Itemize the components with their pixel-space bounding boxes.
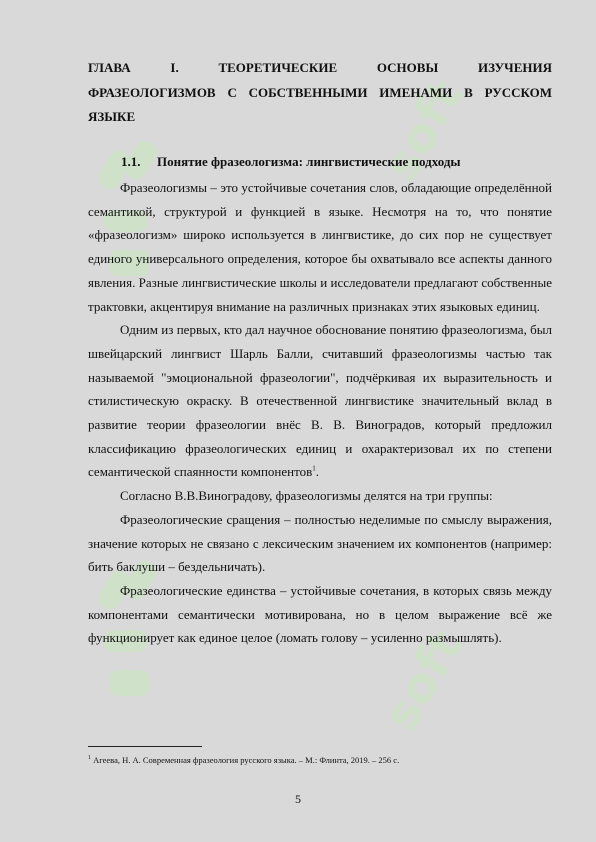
paragraph: Фразеологические единства – устойчивые сочетания, в которых связь между компонентами семантически мотивирована, но в целом выражение всё же функционирует как единое целое (ломать голову – усиленно размышлять). (88, 582, 552, 646)
paragraph: Согласно В.В.Виноградову, фразеологизмы делятся на три группы: (120, 488, 493, 504)
footnote (88, 752, 552, 766)
footnote-mark: 1 (88, 755, 91, 761)
footnote-text: Агеева, Н. А. Современная фразеология русского языка. – М.: Флинта, 2019. – 256 с. (93, 754, 400, 765)
footnote-ref[interactable]: 1 (312, 465, 316, 474)
paragraph: Фразеологизмы – это устойчивые сочетания слов, обладающие определённой семантикой, структурой и функцией в языке. Несмотря на то, что понятие «фразеологизм» широко используется в лингвистике, до сих пор не существует единого универсального определения, которое бы охватывало все аспекты данного явления. Разные лингвистические школы и исследователи предлагают собственные трактовки, акцентируя внимание на различных признаках этих языковых единиц. (88, 180, 552, 314)
chapter-title-rest: ФРАЗЕОЛОГИЗМОВ С СОБСТВЕННЫМИ ИМЕНАМИ В РУССКОМ ЯЗЫКЕ (88, 84, 552, 124)
watermark-text: soft (373, 70, 475, 190)
paragraph-end: . (315, 464, 320, 480)
section-number: 1.1. (121, 154, 141, 169)
paragraph (88, 318, 552, 484)
page-number: 5 (295, 792, 301, 806)
paragraph-text: Одним из первых, кто дал научное обоснование понятию фразеологизма, был швейцарский лингвист Шарль Балли, считавший фразеологизмы частью так называемой "эмоциональной фразеологии", подчёркивая их выразительность и стилистическую окраску. В отечественной лингвистике значительный вклад в развитие теории фразеологии внёс В. В. Виноградов, который предложил классификацию фразеологических единиц и охарактеризовал их по степени семантической спаянности компонентов (88, 322, 552, 480)
body-text (88, 176, 552, 650)
section-title: Понятие фразеологизма: лингвистические подходы (157, 154, 461, 169)
footnote-divider (88, 746, 202, 747)
paragraph: Фразеологические сращения – полностью неделимые по смыслу выражения, значение которых не связано с лексическим значением их компонентов (например: бить баклуши – бездельничать). (88, 511, 552, 575)
chapter-title-line1: ГЛАВА I. ТЕОРЕТИЧЕСКИЕ ОСНОВЫ ИЗУЧЕНИЯ (88, 60, 552, 75)
chapter-title (88, 56, 552, 130)
section-heading (121, 152, 461, 172)
watermark-text: soft (373, 620, 475, 740)
